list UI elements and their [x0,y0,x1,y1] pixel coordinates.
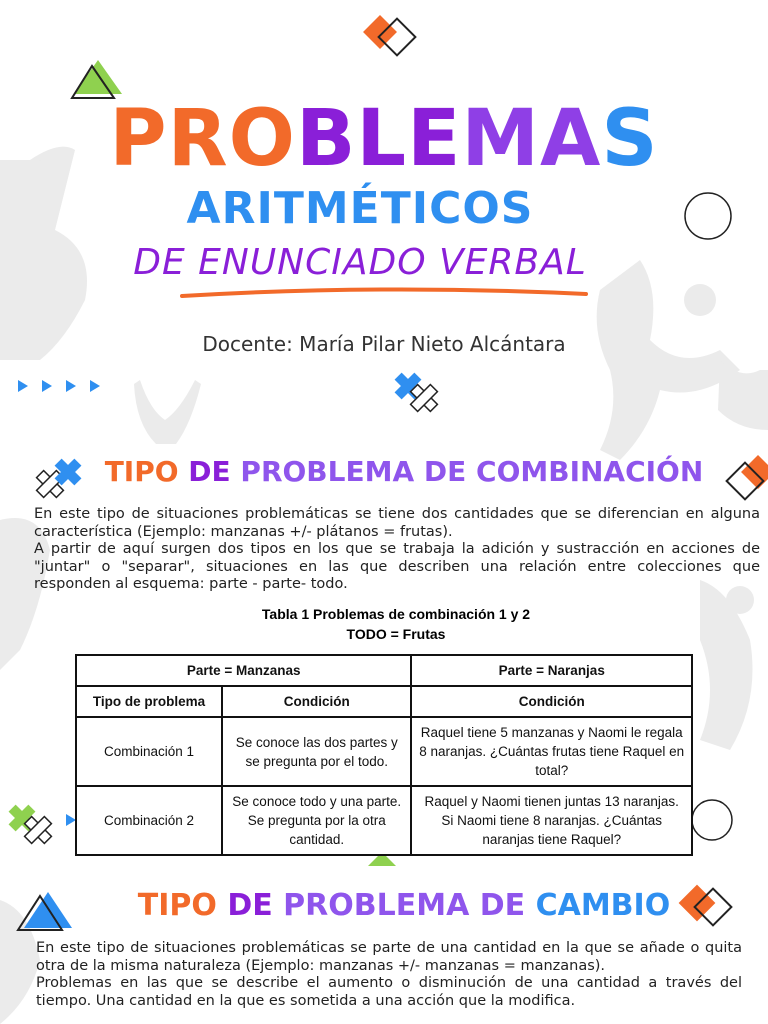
paragraph: Problemas en las que se describe el aumento o disminución de una cantidad a través del tiempo. Una cantidad en la que es sometida a una acción que la modifica. [36,975,742,1009]
title-part: DE [188,455,241,488]
section1-text [34,506,760,594]
title-part: PRO [109,94,296,184]
diamond-decor-icon [360,10,430,66]
table-header-cell: Condición [222,686,411,717]
title-part: DE [227,888,284,923]
title-part: PROBLEMA DE [283,888,536,923]
table-header-cell: Condición [411,686,692,717]
subtitle-secondary: DE ENUNCIADO VERBAL [133,242,587,283]
table-cell: Raquel y Naomi tienen juntas 13 naranjas. Si Naomi tiene 8 naranjas. ¿Cuántas naranjas tiene Raquel? [411,786,692,855]
title-part: TIPO [137,888,228,923]
arrows-decor-icon [16,378,106,394]
title-part: MA [461,94,602,184]
title-part: CAMBIO [535,888,671,923]
subtitle: ARITMÉTICOS [186,183,534,234]
table-cell: Raquel tiene 5 manzanas y Naomi le regala 8 naranjas. ¿Cuántas frutas tiene Raquel en total? [411,717,692,786]
title-part: S [601,94,659,184]
title-part: PROBLEMA DE COMBINACIÓN [240,455,704,488]
cross-decor-icon [390,370,446,416]
table-row [76,786,692,855]
table-header-cell: Parte = Naranjas [411,655,692,686]
paragraph: En este tipo de situaciones problemáticas se parte de una cantidad en la que se añade o quita otra de la misma naturaleza (Ejemplo: manzanas +/- manzanas = manzanas). [36,940,742,974]
title-part: TIPO [104,455,189,488]
section-title-change [0,888,768,924]
cross-decor-icon [4,800,80,850]
table-row [76,686,692,717]
section2-text [36,940,742,1010]
orange-underline [180,286,590,300]
table-cell: Combinación 2 [76,786,222,855]
section-title-combination [0,454,768,490]
table-cell: Se conoce todo y una parte. Se pregunta por la otra cantidad. [222,786,411,855]
table-header-cell: Parte = Manzanas [76,655,411,686]
table-row [76,717,692,786]
table-cell: Combinación 1 [76,717,222,786]
title-part: BLE [295,94,462,184]
circle-decor-icon [690,796,734,846]
table-row [76,655,692,686]
teacher-name: Docente: María Pilar Nieto Alcántara [202,332,566,356]
table-cell: Se conoce las dos partes y se pregunta por el todo. [222,717,411,786]
table-caption-sub: TODO = Frutas [346,626,446,642]
table-caption: Tabla 1 Problemas de combinación 1 y 2 [261,606,531,622]
combination-table [75,654,693,856]
paragraph: En este tipo de situaciones problemáticas se tiene dos cantidades que se diferencian en alguna característica (Ejemplo: manzanas +/- plátanos = frutas). [34,506,760,540]
table-header-cell: Tipo de problema [76,686,222,717]
paragraph: A partir de aquí surgen dos tipos en los que se trabaja la adición y sustracción en acciones de "juntar" o "separar", situaciones en las que describen una relación entre colecciones que responden al esquema: parte - parte- todo. [34,541,760,592]
page-title [0,95,768,183]
